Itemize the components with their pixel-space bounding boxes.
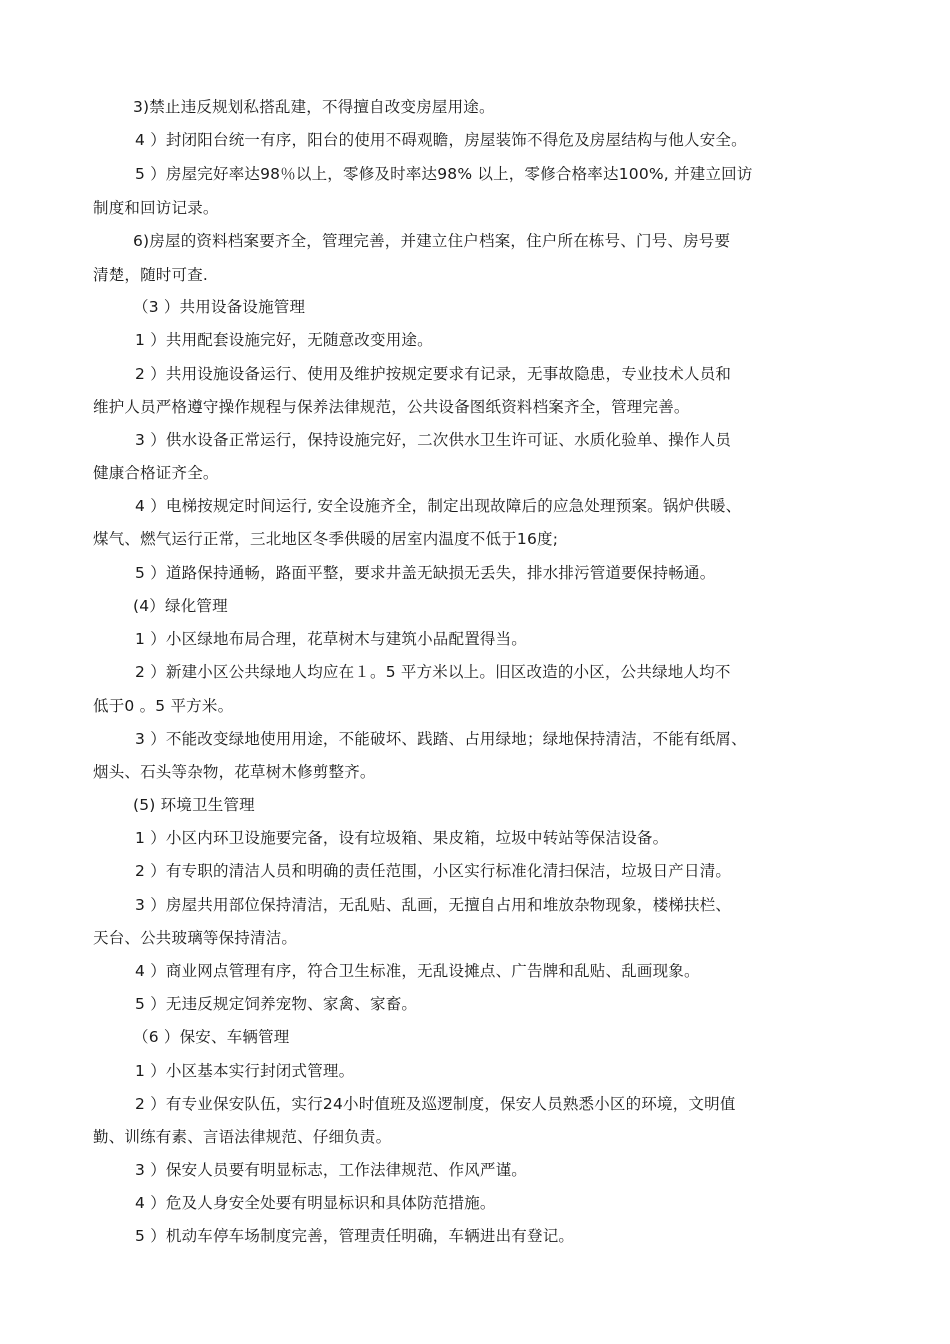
section-heading: （6 ）保安、车辆管理 xyxy=(133,1028,290,1046)
text-line: 2 ）新建小区公共绿地人均应在１。5 平方米以上。旧区改造的小区，公共绿地人均不 xyxy=(135,663,731,681)
text-line: 2 ）共用设施设备运行、使用及维护按规定要求有记录，无事故隐患，专业技术人员和 xyxy=(135,365,732,383)
text-line: 4 ）电梯按规定时间运行, 安全设施齐全，制定出现故障后的应急处理预案。锅炉供暖、 xyxy=(135,497,742,515)
text-line: 天台、公共玻璃等保持清洁。 xyxy=(93,929,298,947)
text-line: 1 ）小区基本实行封闭式管理。 xyxy=(135,1062,355,1080)
text-line: 5 ）无违反规定饲养宠物、家禽、家畜。 xyxy=(135,995,418,1013)
text-line: 勤、训练有素、言语法律规范、仔细负责。 xyxy=(93,1128,392,1146)
text-line: 1 ）小区绿地布局合理，花草树木与建筑小品配置得当。 xyxy=(135,630,527,648)
text-line: 6)房屋的资料档案要齐全，管理完善，并建立住户档案，住户所在栋号、门号、房号要 xyxy=(133,232,731,250)
text-line: 3 ）不能改变绿地使用用途，不能破坏、践踏、占用绿地；绿地保持清洁，不能有纸屑、 xyxy=(135,730,747,748)
text-line: 1 ）小区内环卫设施要完备，设有垃圾箱、果皮箱，垃圾中转站等保洁设备。 xyxy=(135,829,669,847)
text-line: 3 ）保安人员要有明显标志，工作法律规范、作风严谨。 xyxy=(135,1161,527,1179)
section-heading: （3 ）共用设备设施管理 xyxy=(133,298,306,316)
text-line: 低于0 。5 平方米。 xyxy=(93,697,234,715)
section-heading: (4）绿化管理 xyxy=(133,597,228,615)
text-line: 1 ）共用配套设施完好，无随意改变用途。 xyxy=(135,331,433,349)
text-line: 2 ）有专业保安队伍，实行24小时值班及巡逻制度，保安人员熟悉小区的环境，文明值 xyxy=(135,1095,736,1113)
text-line: 3 ）房屋共用部位保持清洁，无乱贴、乱画，无擅自占用和堆放杂物现象，楼梯扶栏、 xyxy=(135,896,732,914)
text-line: 4 ）危及人身安全处要有明显标识和具体防范措施。 xyxy=(135,1194,496,1212)
text-line: 维护人员严格遵守操作规程与保养法律规范，公共设备图纸资料档案齐全，管理完善。 xyxy=(93,398,690,416)
text-line: 烟头、石头等杂物，花草树木修剪整齐。 xyxy=(93,763,376,781)
text-line: 2 ）有专职的清洁人员和明确的责任范围，小区实行标准化清扫保洁，垃圾日产日清。 xyxy=(135,862,732,880)
text-line: 3)禁止违反规划私搭乱建，不得擅自改变房屋用途。 xyxy=(133,98,495,116)
text-line: 4 ）商业网点管理有序，符合卫生标准，无乱设摊点、广告牌和乱贴、乱画现象。 xyxy=(135,962,700,980)
section-heading: (5) 环境卫生管理 xyxy=(133,796,255,814)
text-line: 煤气、燃气运行正常，三北地区冬季供暖的居室内温度不低于16度; xyxy=(93,530,559,548)
text-line: 4 ）封闭阳台统一有序，阳台的使用不碍观瞻，房屋装饰不得危及房屋结构与他人安全。 xyxy=(135,131,747,149)
text-line: 5 ）道路保持通畅，路面平整，要求井盖无缺损无丢失，排水排污管道要保持畅通。 xyxy=(135,564,716,582)
text-line: 3 ）供水设备正常运行，保持设施完好，二次供水卫生许可证、水质化验单、操作人员 xyxy=(135,431,732,449)
text-line: 5 ）房屋完好率达98％以上，零修及时率达98% 以上，零修合格率达100%, 并建立回访 xyxy=(135,165,753,183)
text-line: 制度和回访记录。 xyxy=(93,199,219,217)
text-line: 健康合格证齐全。 xyxy=(93,464,219,482)
text-line: 清楚，随时可查. xyxy=(93,266,209,284)
text-line: 5 ）机动车停车场制度完善，管理责任明确，车辆进出有登记。 xyxy=(135,1227,575,1245)
